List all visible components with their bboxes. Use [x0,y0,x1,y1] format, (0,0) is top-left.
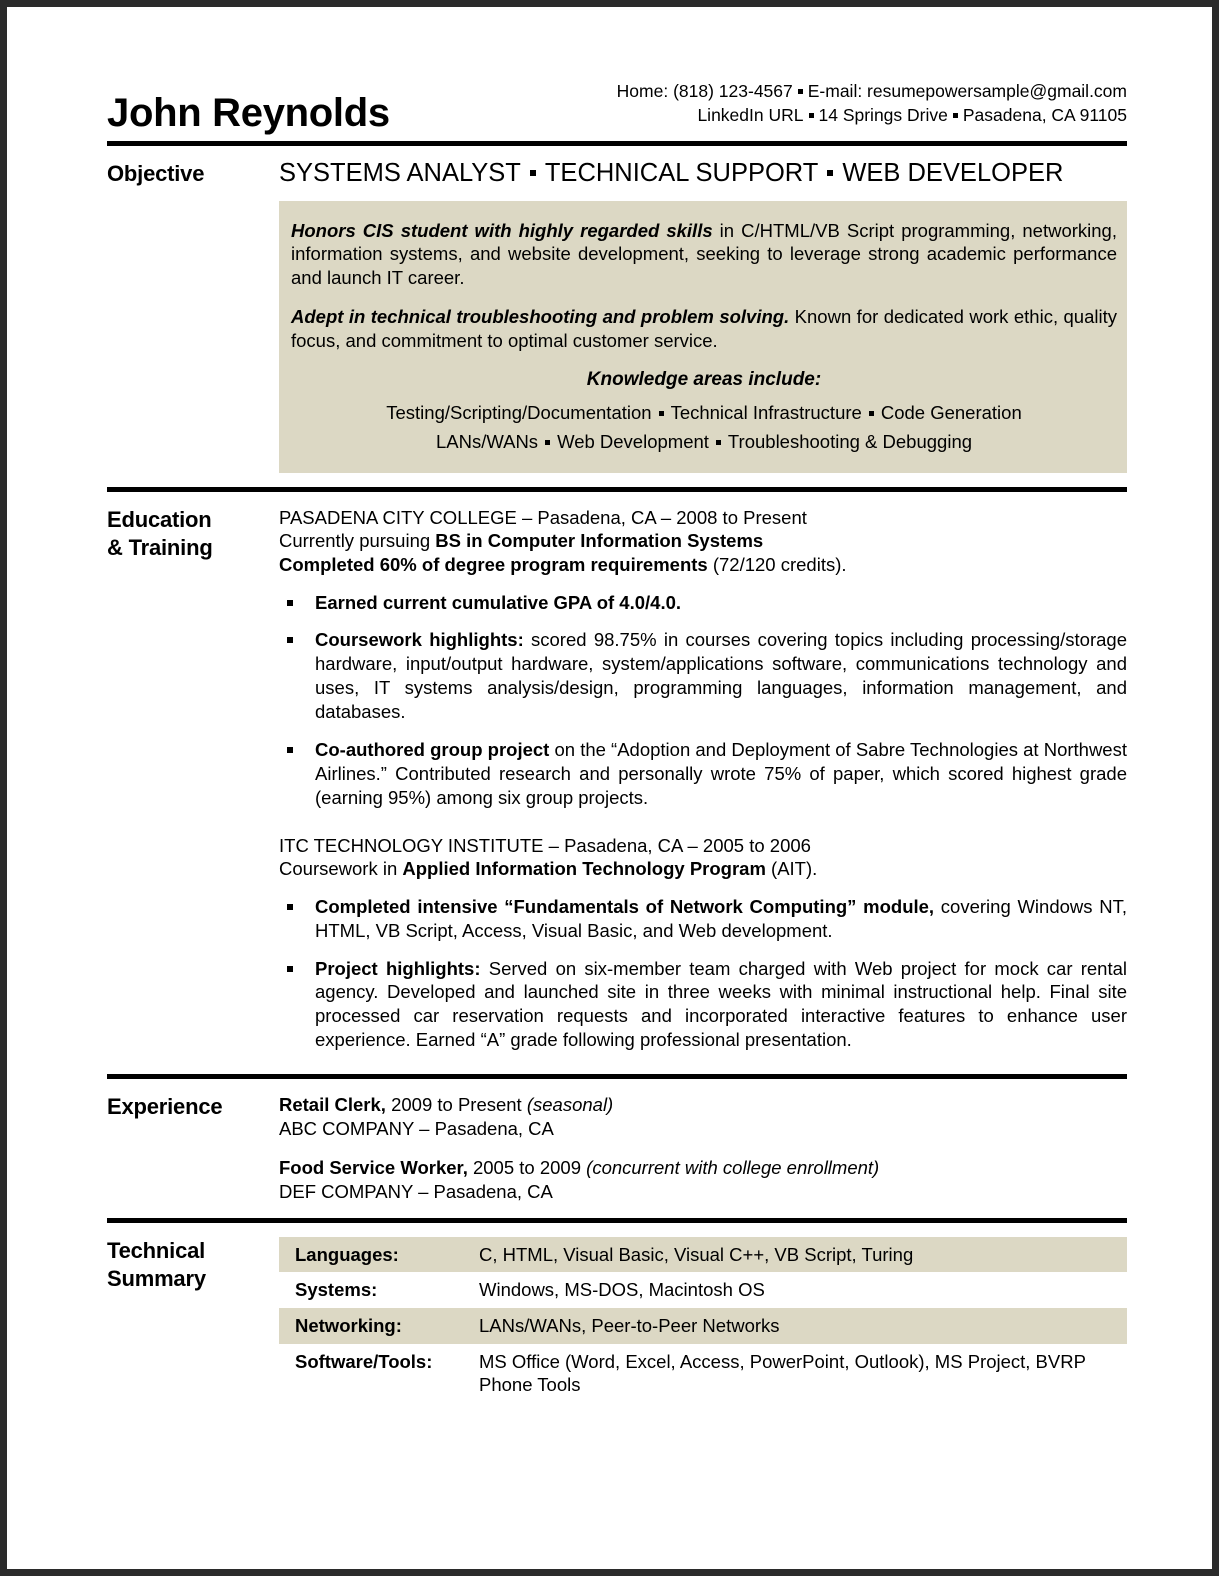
knowledge-areas-heading: Knowledge areas include: [586,369,822,391]
education-bullet [279,957,1127,1052]
technical-summary-section-label [107,1223,279,1413]
separator-square-icon [716,440,721,445]
table-row [279,1237,1127,1273]
education-label-line-2: & Training [107,534,213,560]
bullet-text: on the “Adoption and Deployment of Sabre Technologies at Northwest Airlines.” Contributed research and personally wrote 75% of paper, which scored highest grade (earning 95%) among six group projects. [315,738,1127,808]
knowledge-areas-row-1 [291,401,1117,426]
experience-body [279,1079,1127,1218]
objective-summary-box [279,201,1127,473]
degree-name: BS in Computer Information Systems [435,530,764,552]
education-bullet [279,738,1127,810]
school-1-progress [279,553,1127,577]
objective-body [279,146,1127,472]
objective-p1-rest: in C/HTML/VB Script programming, networking, information systems, and website development, seeking to leverage strong academic performance and launch IT career. [291,219,1117,288]
education-section-label [107,492,279,1062]
objective-p1-lead: Honors CIS student with highly regarded skills [291,219,713,241]
progress-bold: Completed 60% of degree program requirements [279,553,708,575]
program-suffix: (AIT). [765,858,818,880]
separator-square-icon [545,440,550,445]
separator-square-icon [530,170,536,176]
job-company: DEF COMPANY – Pasadena, CA [279,1181,553,1203]
contact-block [617,79,1127,133]
technical-summary-body [279,1223,1127,1413]
job-dates: 2005 to 2009 [467,1157,587,1179]
objective-section-label: Objective [107,161,205,187]
separator-square-icon [953,113,958,118]
bullet-bold-lead: Co-authored group project [315,738,550,760]
separator-square-icon [869,411,874,416]
job-dates: 2009 to Present [385,1094,527,1115]
objective-paragraph-1 [291,219,1117,289]
bullet-text: covering Windows NT, HTML, VB Script, Access, Visual Basic, and Web development. [315,895,1127,941]
bullet-bold-lead: Earned current cumulative GPA of 4.0/4.0. [315,591,682,613]
education-bullet [279,628,1127,723]
program-name: Applied Information Technology Program [402,858,766,880]
education-bullets-school-1 [279,591,1127,810]
job-heading [279,1093,1127,1117]
table-row [279,1272,1127,1308]
tech-row-value: LANs/WANs, Peer-to-Peer Networks [479,1308,1127,1344]
education-body [279,492,1127,1062]
school-2-name: ITC TECHNOLOGY INSTITUTE – Pasadena, CA – 2005 to 2006 [279,834,811,856]
separator-square-icon [798,89,803,94]
knowledge-item: Code Generation [880,402,1022,424]
resume-header [107,7,1127,141]
education-bullet [279,895,1127,943]
spacer [279,810,1127,834]
objective-title-3: WEB DEVELOPER [842,159,1064,188]
experience-section-label: Experience [107,1094,223,1119]
contact-line-1 [617,79,1127,103]
job-title: Retail Clerk, [279,1094,386,1115]
tech-row-key: Networking: [279,1308,479,1344]
home-phone: Home: (818) 123-4567 [616,81,793,101]
progress-credits: (72/120 credits). [707,553,847,575]
city-state-zip: Pasadena, CA 91105 [962,105,1127,126]
education-bullets-school-2 [279,895,1127,1052]
job-heading [279,1156,1127,1180]
resume-content [107,7,1127,1413]
objective-section [107,146,1127,472]
job-company: ABC COMPANY – Pasadena, CA [279,1117,554,1139]
tech-row-key: Systems: [295,1279,378,1301]
bullet-text: scored 98.75% in courses covering topics including processing/storage hardware, input/output hardware, system/applications software, communications technology and uses, IT systems analysis/design, programming languages, information management, and databases. [315,629,1128,723]
objective-headline [279,146,1127,201]
tech-row-key: Software/Tools: [295,1350,433,1372]
bullet-bold-lead: Coursework highlights: [315,629,524,651]
bullet-text: Served on six-member team charged with Web project for mock car rental agency. Developed and launched site in three weeks with minimal instructional help. Final site processed car reservation requests and incorporated interactive features to enhance user experience. Earned “A” grade following professional presentation. [315,957,1128,1051]
email: E-mail: resumepowersample@gmail.com [807,81,1127,101]
education-section [107,492,1127,1062]
job-note: (concurrent with college enrollment) [586,1157,880,1179]
knowledge-item: LANs/WANs [435,431,539,453]
technical-summary-section [107,1223,1127,1413]
education-bullet [279,591,1127,615]
tech-row-value: MS Office (Word, Excel, Access, PowerPoint, Outlook), MS Project, BVRP Phone Tools [479,1350,1086,1396]
job-note: (seasonal) [526,1094,614,1115]
street-address: 14 Springs Drive [818,105,948,126]
knowledge-item: Web Development [557,431,709,453]
school-2-program [279,857,1127,881]
table-row [279,1308,1127,1344]
objective-title-2: TECHNICAL SUPPORT [544,159,819,188]
knowledge-areas-row-2 [291,430,1117,455]
school-1-degree [279,529,1127,553]
experience-entry [279,1156,1127,1203]
objective-p2-rest: Known for dedicated work ethic, quality focus, and commitment to optimal customer service. [291,306,1117,351]
experience-entry [279,1093,1127,1140]
job-title: Food Service Worker, [279,1157,468,1179]
contact-line-2 [617,103,1127,127]
knowledge-item: Technical Infrastructure [670,402,862,424]
education-label-line-1: Education [107,506,212,532]
objective-paragraph-2 [291,305,1117,352]
tech-row-value: C, HTML, Visual Basic, Visual C++, VB Script, Turing [479,1237,1127,1273]
experience-section [107,1079,1127,1218]
tech-row-key: Languages: [279,1237,479,1273]
resume-page [7,7,1212,1569]
candidate-name: John Reynolds [107,91,390,136]
technical-label-line-1: Technical [107,1237,206,1263]
technical-summary-table [279,1237,1127,1403]
objective-title-1: SYSTEMS ANALYST [279,159,521,188]
technical-label-line-2: Summary [107,1265,206,1291]
linkedin-url: LinkedIn URL [697,105,804,126]
bullet-bold-lead: Completed intensive “Fundamentals of Network Computing” module, [315,895,935,917]
tech-row-value: Windows, MS-DOS, Macintosh OS [479,1279,765,1301]
knowledge-item: Testing/Scripting/Documentation [386,402,652,424]
separator-square-icon [659,411,664,416]
degree-prefix: Currently pursuing [279,530,436,552]
program-prefix: Coursework in [279,858,403,880]
bullet-bold-lead: Project highlights: [315,957,481,979]
school-1-name: PASADENA CITY COLLEGE – Pasadena, CA – 2008 to Present [279,506,807,528]
table-row [279,1344,1127,1403]
objective-p2-lead: Adept in technical troubleshooting and problem solving. [291,306,790,328]
separator-square-icon [827,170,833,176]
separator-square-icon [809,113,814,118]
knowledge-item: Troubleshooting & Debugging [727,431,973,453]
